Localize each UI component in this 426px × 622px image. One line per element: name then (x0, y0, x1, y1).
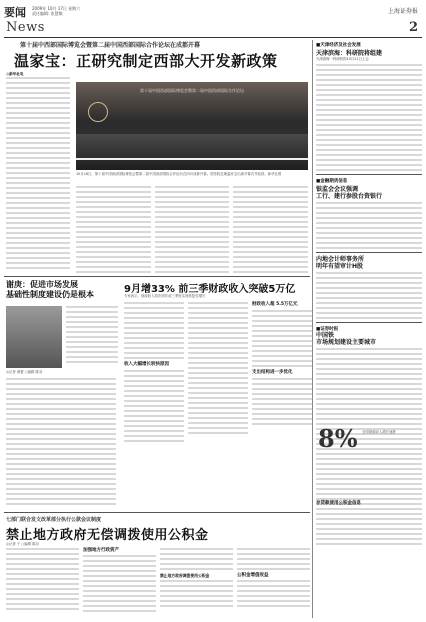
bottom-col2-head: 加强地方行政资产 (83, 548, 119, 553)
stat-callout (318, 424, 418, 470)
right-story-3-headline: 内地会计师事务所 明年有望审计H股 (316, 255, 365, 270)
bottom-col4-head: 公积金增值收益 (237, 573, 269, 578)
lead-photo (76, 82, 308, 170)
lead-byline: ◎新华社电 (6, 72, 24, 76)
photo-banner: 第十届中国西部国际博览会暨第二届中国西部国际合作论坛 (140, 88, 244, 93)
paper-name: 上海证券报 (387, 8, 418, 15)
lead-headline: 温家宝：正研究制定西部大开发新政策 (14, 52, 278, 70)
bottom-divider (4, 512, 310, 513)
mid-box-3: 支出结构进一步优化 (252, 370, 293, 375)
right-story-1-headline: 天津滨海：科研院将组建 (316, 50, 383, 57)
mid-left-story (6, 280, 116, 300)
bottom-body (6, 548, 310, 615)
logo-emblem (88, 102, 108, 122)
right-story-4-headline: 中国铁 市场规划建设主要城市 (316, 331, 377, 346)
portrait-photo (6, 306, 62, 368)
right-tag-3: ■证券时报 (316, 326, 339, 332)
mid-center-body (124, 302, 312, 445)
mid-left-byline: ◎记者 黄蕾 ○编辑 陈羽 (6, 370, 43, 374)
right-tag-2: ■金融期货信息 (316, 178, 348, 184)
bottom-byline: ◎记者 于 ○编辑 陈羽 (6, 542, 39, 546)
masthead (4, 4, 422, 38)
dateline (32, 6, 80, 16)
lead-divider (4, 276, 310, 277)
bottom-col5-head: 存贷款使用公积金信息 (316, 501, 361, 506)
section-brand: 要闻 (4, 6, 26, 19)
stat-caption: 全国财政收入增长速度 (362, 430, 396, 434)
right-story-2-headline: 银监会会议强调 工行、建行参股台资银行 (316, 185, 383, 200)
right-story-1-sub: 天津滨海一科研机构10月21日上会 (316, 57, 369, 61)
editor-text: 责任编辑: 张慧敏 (32, 11, 63, 16)
stat-value: 8% (318, 424, 358, 453)
right-tag-1: ■天津经济及社会发展 (316, 43, 361, 48)
mid-center-headline: 9月增33% 前三季财政收入突破5万亿 (124, 284, 296, 295)
lead-body-col1 (6, 72, 70, 272)
page-number: 2 (408, 20, 418, 35)
photo-caption: 10月16日，第十届中国西部国际博览会暨第二届中国西部国际合作论坛在四川成都开幕。国务院总理温家宝出席开幕式并致辞。新华社图 (76, 172, 282, 176)
bottom-headline: 禁止地方政府无偿调拨使用公积金 (6, 528, 209, 543)
mid-center-sub: 专家表示，财政收入将在明年前三季度实现恢复性增长 (124, 294, 206, 298)
right-column (316, 42, 422, 548)
bottom-kicker: 七部门联合发文改革部分执行公款会议制度 (6, 517, 102, 523)
mid-box-2: 财政收入超 5.5万亿元 (252, 302, 298, 307)
mid-box-1: 收入大幅增长较快原因 (124, 362, 169, 367)
mid-left-headline: 谢庚：促进市场发展 基础性制度建设仍是根本 (6, 280, 94, 299)
right-column-divider (312, 40, 313, 618)
lead-kicker: 第十届中西部国际博览会暨第二届中国西部国际合作论坛在成都开幕 (20, 42, 201, 49)
lead-body-lower (76, 186, 308, 276)
date-text: 2009年 10月 17日 星期六 (32, 6, 81, 11)
section-word: News (6, 20, 45, 35)
bottom-col3-head: 禁止地方政府调拨使用公积金 (160, 573, 210, 578)
